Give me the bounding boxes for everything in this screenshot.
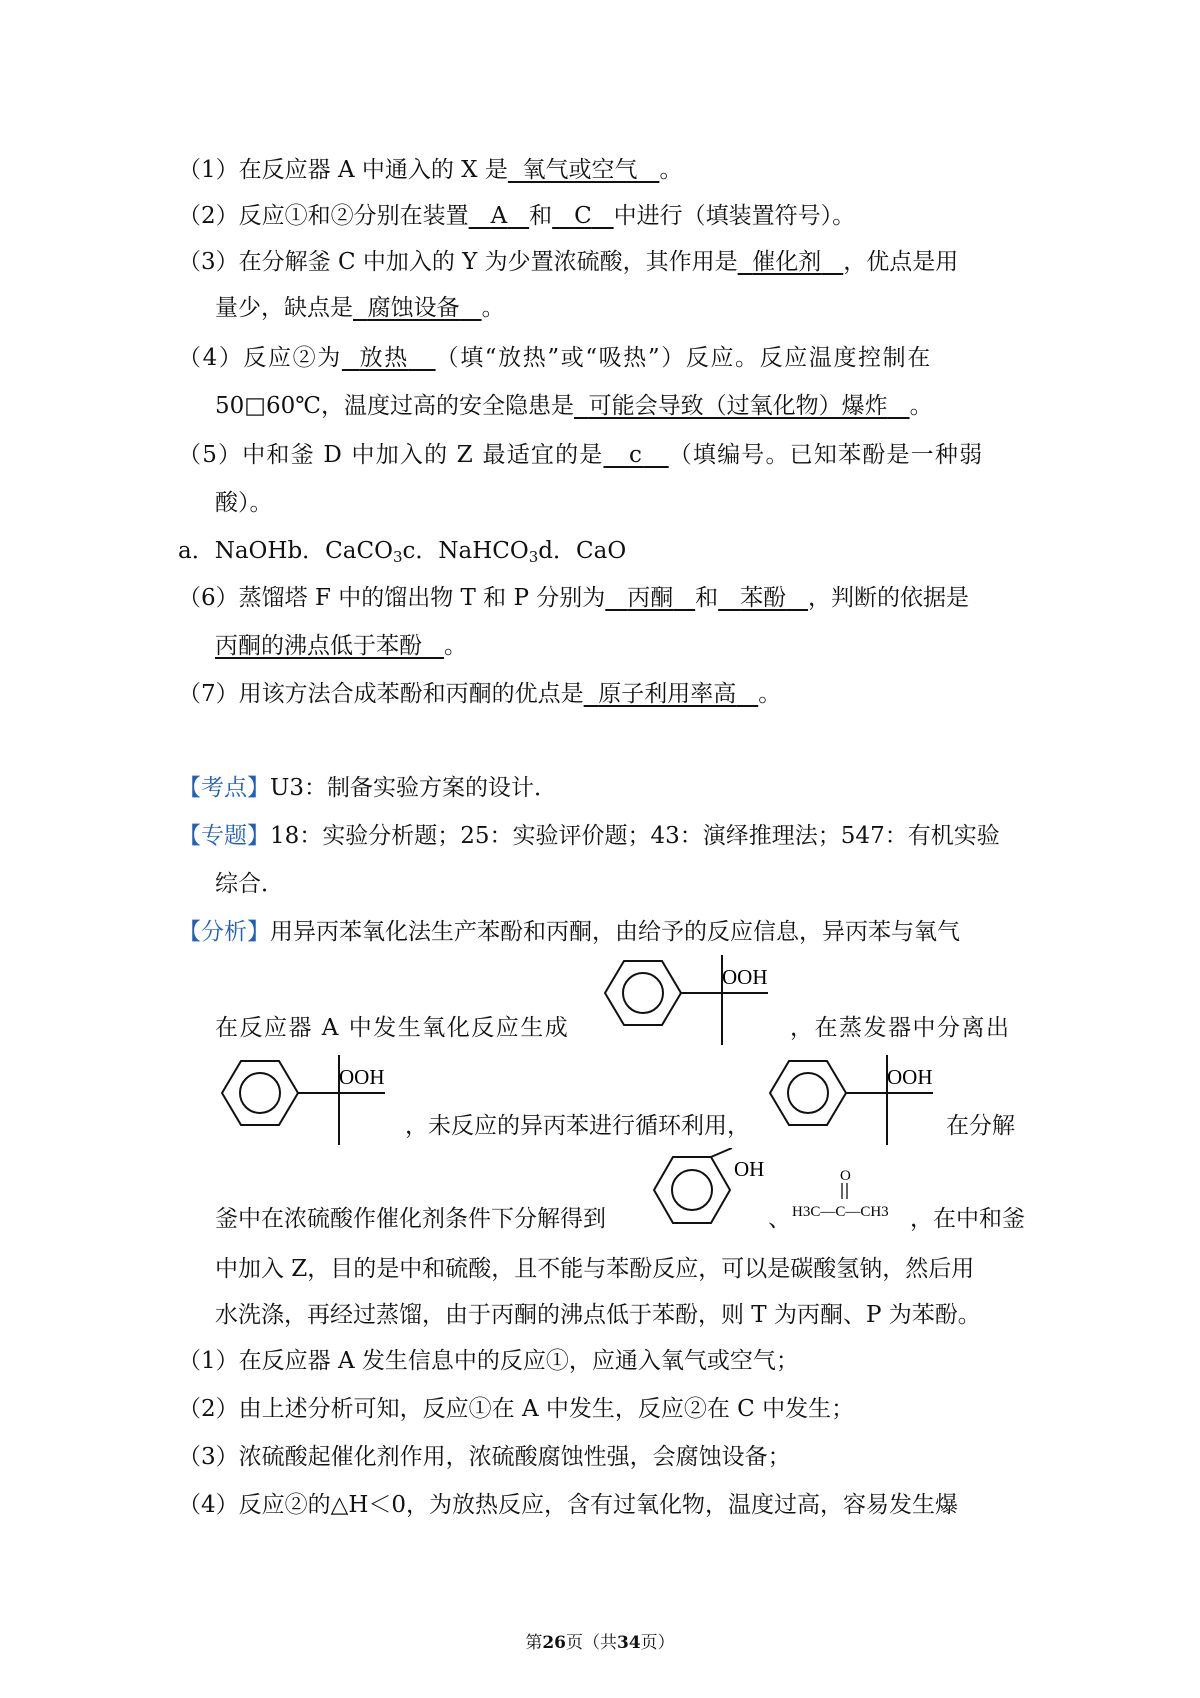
fenxi-tag: 【分析】 xyxy=(178,919,270,945)
zhuanti-line-2: 综合． xyxy=(215,871,284,897)
fenxi-line-4a: 釜中在浓硫酸作催化剂条件下分解得到 xyxy=(215,1206,606,1232)
zhuanti-tag: 【专题】 xyxy=(178,823,270,849)
answer-4: （4）反应②的△H＜0，为放热反应，含有过氧化物，温度过高，容易发生爆 xyxy=(178,1492,959,1518)
q3-line-2: 量少，缺点是 腐蚀设备 。 xyxy=(215,295,505,321)
ooh-label: OOH xyxy=(339,1065,385,1089)
page-footer: 第26页（共34页） xyxy=(525,1633,675,1653)
q3-answer-1: 催化剂 xyxy=(752,249,822,275)
q7-answer: 原子利用率高 xyxy=(598,681,737,707)
q5-answer: c xyxy=(629,442,644,468)
kaodian-line: 【考点】U3：制备实验方案的设计． xyxy=(178,775,558,801)
q3-answer-2: 腐蚀设备 xyxy=(367,295,460,321)
hydroperoxide-structure-1 xyxy=(598,955,788,1050)
page-total: 34 xyxy=(617,1633,641,1653)
acetone-o-label: O xyxy=(840,1168,851,1184)
q5-options: a．NaOHb．CaCO$_3$c．NaHCO$_3$d．CaO xyxy=(178,538,627,566)
phenol-structure xyxy=(648,1148,778,1238)
ooh-label: OOH xyxy=(887,1065,933,1089)
fenxi-line-4b: 、 xyxy=(768,1206,791,1232)
fenxi-line-3b: 在分解 xyxy=(946,1113,1015,1139)
q6-answer-1: 丙酮 xyxy=(627,585,674,611)
q7-line: （7）用该方法合成苯酚和丙酮的优点是 原子利用率高 。 xyxy=(178,681,782,707)
q1-text: （1）在反应器 A 中通入的 X 是 xyxy=(178,157,508,183)
q4-line-2: 50□60℃，温度过高的安全隐患是 可能会导致（过氧化物）爆炸 。 xyxy=(215,393,933,419)
answer-1: （1）在反应器 A 发生信息中的反应①，应通入氧气或空气； xyxy=(178,1348,799,1374)
q1-line: （1）在反应器 A 中通入的 X 是 氧气或空气 。 xyxy=(178,157,683,183)
page-number: 26 xyxy=(542,1633,566,1653)
q2-answer-2: C xyxy=(574,203,592,229)
fenxi-line-2a: 在反应器 A 中发生氧化反应生成 xyxy=(215,1015,570,1041)
acetone-formula: H3C—C—CH3 xyxy=(792,1204,889,1220)
fenxi-line-5: 中加入 Z，目的是中和硫酸，且不能与苯酚反应，可以是碳酸氢钠，然后用 xyxy=(215,1256,975,1282)
q6-answer-2: 苯酚 xyxy=(740,585,787,611)
q6-line-2: 丙酮的沸点低于苯酚 。 xyxy=(215,633,467,659)
fenxi-line-3a: ，未反应的异丙苯进行循环利用， xyxy=(405,1113,750,1139)
q1-answer: 氧气或空气 xyxy=(522,157,638,183)
q2-answer-1: A xyxy=(490,203,508,229)
acetone-structure xyxy=(792,1166,912,1226)
q5-line-1: （5）中和釜 D 中加入的 Z 最适宜的是 c （填编号。已知苯酚是一种弱 xyxy=(178,442,984,468)
q6-answer-3: 丙酮的沸点低于苯酚 xyxy=(215,633,422,659)
q6-line-1: （6）蒸馏塔 F 中的馏出物 T 和 P 分别为 丙酮 和 苯酚 ，判断的依据是 xyxy=(178,585,970,611)
q4-line-1: （4）反应②为 放热 （填“放热”或“吸热”）反应。反应温度控制在 xyxy=(178,345,932,371)
q4-answer-2: 可能会导致（过氧化物）爆炸 xyxy=(588,393,888,419)
answer-2: （2）由上述分析可知，反应①在 A 中发生，反应②在 C 中发生； xyxy=(178,1396,855,1422)
q5-line-2: 酸）。 xyxy=(215,490,273,516)
answer-3: （3）浓硫酸起催化剂作用，浓硫酸腐蚀性强，会腐蚀设备； xyxy=(178,1444,791,1470)
oh-label: OH xyxy=(734,1157,765,1181)
fenxi-line-6: 水洗涤，再经过蒸馏，由于丙酮的沸点低于苯酚，则 T 为丙酮、P 为苯酚。 xyxy=(215,1302,981,1328)
ooh-label: OOH xyxy=(722,965,768,989)
q3-line-1: （3）在分解釜 C 中加入的 Y 为少置浓硫酸，其作用是 催化剂 ，优点是用 xyxy=(178,249,959,275)
kaodian-tag: 【考点】 xyxy=(178,775,270,801)
fenxi-line-2b: ，在蒸发器中分离出 xyxy=(790,1015,1011,1041)
q2-line: （2）反应①和②分别在装置 A 和 C 中进行（填装置符号）。 xyxy=(178,203,856,229)
fenxi-line-4c: ，在中和釜 xyxy=(910,1206,1025,1232)
hydroperoxide-structure-2 xyxy=(215,1055,405,1150)
q4-answer-1: 放热 xyxy=(359,345,409,371)
zhuanti-line-1: 【专题】18：实验分析题；25：实验评价题；43：演绎推理法；547：有机实验 xyxy=(178,823,1000,849)
fenxi-line-1: 【分析】用异丙苯氧化法生产苯酚和丙酮，由给予的反应信息，异丙苯与氧气 xyxy=(178,919,960,945)
hydroperoxide-structure-3 xyxy=(763,1055,953,1150)
